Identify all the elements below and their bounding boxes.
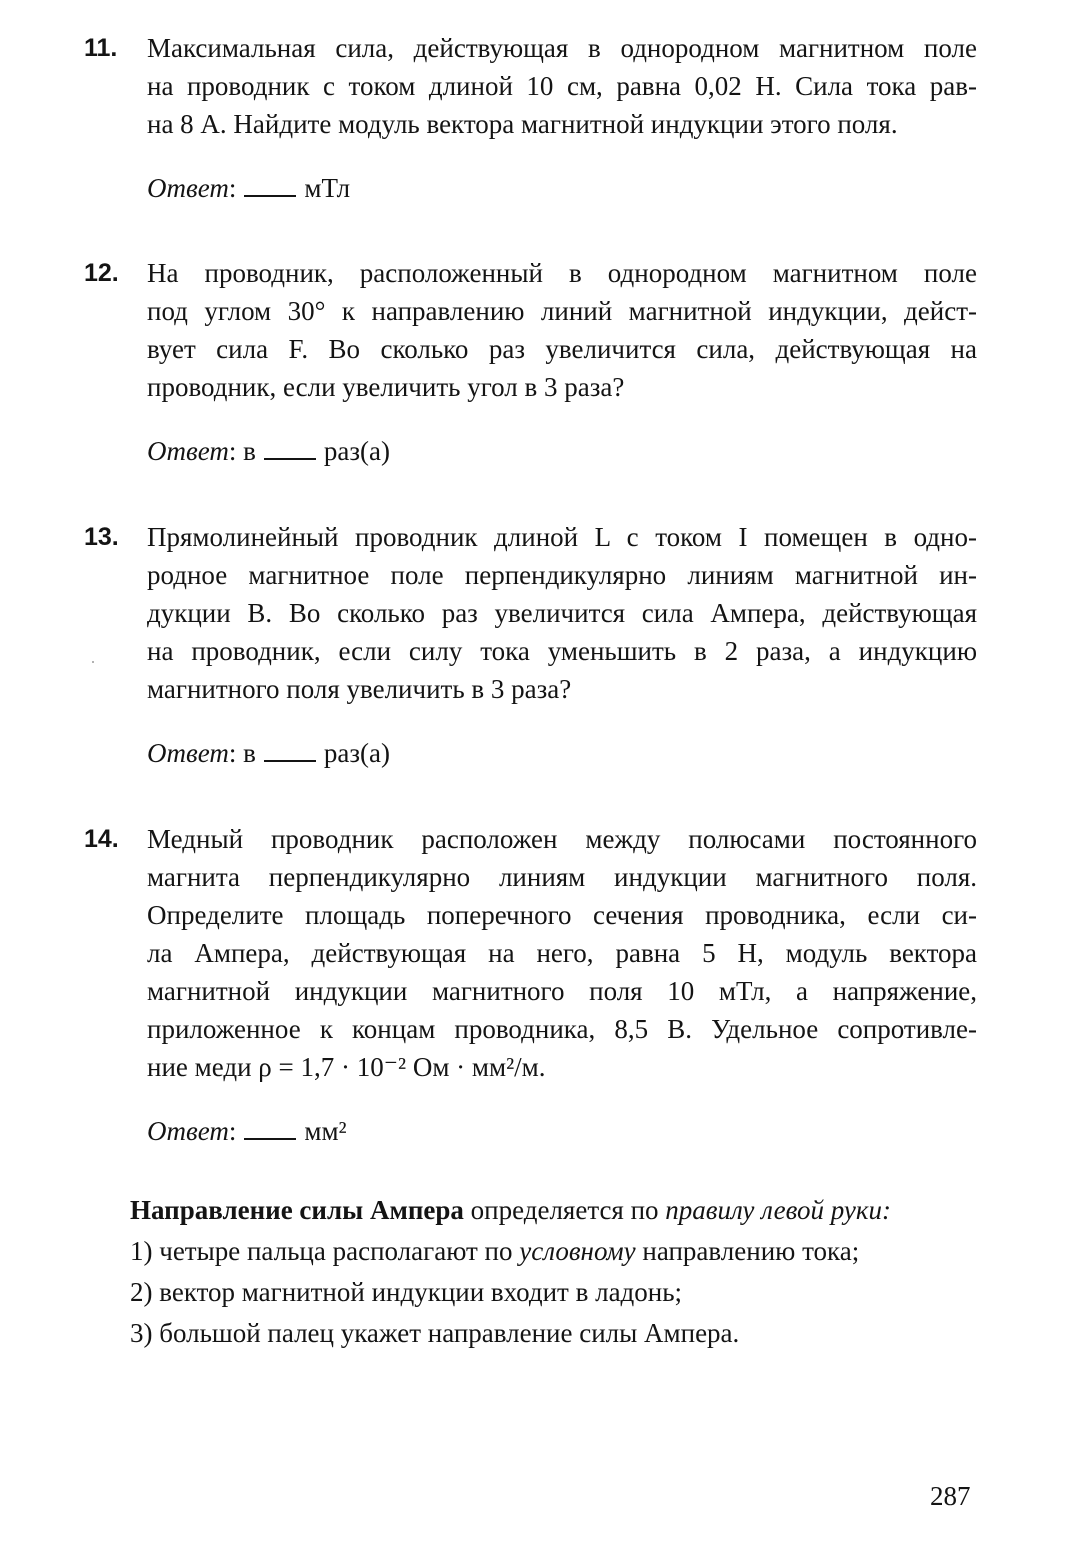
answer-unit: мм²	[304, 1116, 347, 1146]
rule-item-text: направлению тока;	[635, 1236, 860, 1266]
text-line: родное магнитное поле перпендикулярно линиям магнитной ин-	[147, 560, 977, 590]
answer-line	[147, 169, 984, 207]
answer-blank[interactable]	[244, 1116, 296, 1140]
problem-13	[84, 518, 984, 772]
text-line: на проводник с током длиной 10 см, равна 0,02 Н. Сила тока рав-	[147, 71, 977, 101]
answer-blank[interactable]	[244, 173, 296, 197]
problem-text	[147, 518, 977, 708]
text-line: На проводник, расположенный в однородном магнитном поле	[147, 258, 977, 288]
answer-label: Ответ	[147, 173, 229, 203]
answer-blank[interactable]	[264, 436, 316, 460]
page-number: 287	[930, 1481, 971, 1511]
answer-prefix: : в	[228, 436, 256, 466]
text-line: Определите площадь поперечного сечения проводника, если си-	[147, 900, 977, 930]
text-line: ние меди ρ = 1,7 · 10⁻² Ом · мм²/м.	[147, 1052, 546, 1082]
rule-heading	[130, 1190, 990, 1231]
text-line: Прямолинейный проводник длиной L с током I помещен в одно-	[147, 522, 977, 552]
text-line: магнитной индукции магнитного поля 10 мТл, а напряжение,	[147, 976, 977, 1006]
problem-number: 13.	[84, 523, 119, 551]
left-hand-rule	[130, 1190, 990, 1354]
problem-12	[84, 254, 984, 470]
answer-unit: мТл	[304, 173, 351, 203]
answer-line	[147, 1112, 984, 1150]
answer-unit: раз(а)	[323, 738, 390, 768]
text-line: под углом 30° к направлению линий магнитной индукции, дейст-	[147, 296, 977, 326]
rule-heading-bold: Направление силы Ампера	[130, 1195, 464, 1225]
problem-14	[84, 820, 984, 1150]
rule-heading-text: определяется по	[463, 1195, 666, 1225]
problem-number: 11.	[84, 34, 118, 62]
text-line: дукции B. Во сколько раз увеличится сила Ампера, действующая	[147, 598, 977, 628]
text-line: ла Ампера, действующая на него, равна 5 Н, модуль вектора	[147, 938, 977, 968]
text-line: вует сила F. Во сколько раз увеличится сила, действующая на	[147, 334, 977, 364]
problem-11	[84, 29, 984, 207]
text-line: проводник, если увеличить угол в 3 раза?	[147, 372, 625, 402]
text-line: магнитного поля увеличить в 3 раза?	[147, 674, 572, 704]
text-line: на 8 А. Найдите модуль вектора магнитной индукции этого поля.	[147, 109, 898, 139]
scan-speck	[92, 661, 94, 663]
text-line: Максимальная сила, действующая в однородном магнитном поле	[147, 33, 977, 63]
answer-prefix: : в	[228, 738, 256, 768]
text-line: приложенное к концам проводника, 8,5 В. Удельное сопротивле-	[147, 1014, 977, 1044]
answer-label: Ответ	[147, 1116, 229, 1146]
rule-item-italic: условному	[519, 1236, 636, 1266]
problem-text	[147, 29, 977, 143]
text-line: на проводник, если силу тока уменьшить в 2 раза, а индукцию	[147, 636, 977, 666]
problem-number: 14.	[84, 825, 119, 853]
rule-item-1	[130, 1231, 990, 1272]
rule-item-3: 3) большой палец укажет направление силы Ампера.	[130, 1318, 740, 1348]
answer-label: Ответ	[147, 436, 229, 466]
answer-blank[interactable]	[264, 738, 316, 762]
rule-item-2: 2) вектор магнитной индукции входит в ладонь;	[130, 1277, 683, 1307]
answer-label: Ответ	[147, 738, 229, 768]
rule-item-text: 1) четыре пальца располагают по	[130, 1236, 520, 1266]
problem-number: 12.	[84, 259, 119, 287]
answer-prefix: :	[228, 173, 237, 203]
answer-unit: раз(а)	[323, 436, 390, 466]
text-line: магнита перпендикулярно линиям индукции магнитного поля.	[147, 862, 977, 892]
problem-text	[147, 820, 977, 1086]
answer-line	[147, 734, 984, 772]
problem-text	[147, 254, 977, 406]
answer-prefix: :	[228, 1116, 237, 1146]
rule-heading-italic: правилу левой руки:	[665, 1195, 891, 1225]
text-line: Медный проводник расположен между полюсами постоянного	[147, 824, 977, 854]
answer-line	[147, 432, 984, 470]
